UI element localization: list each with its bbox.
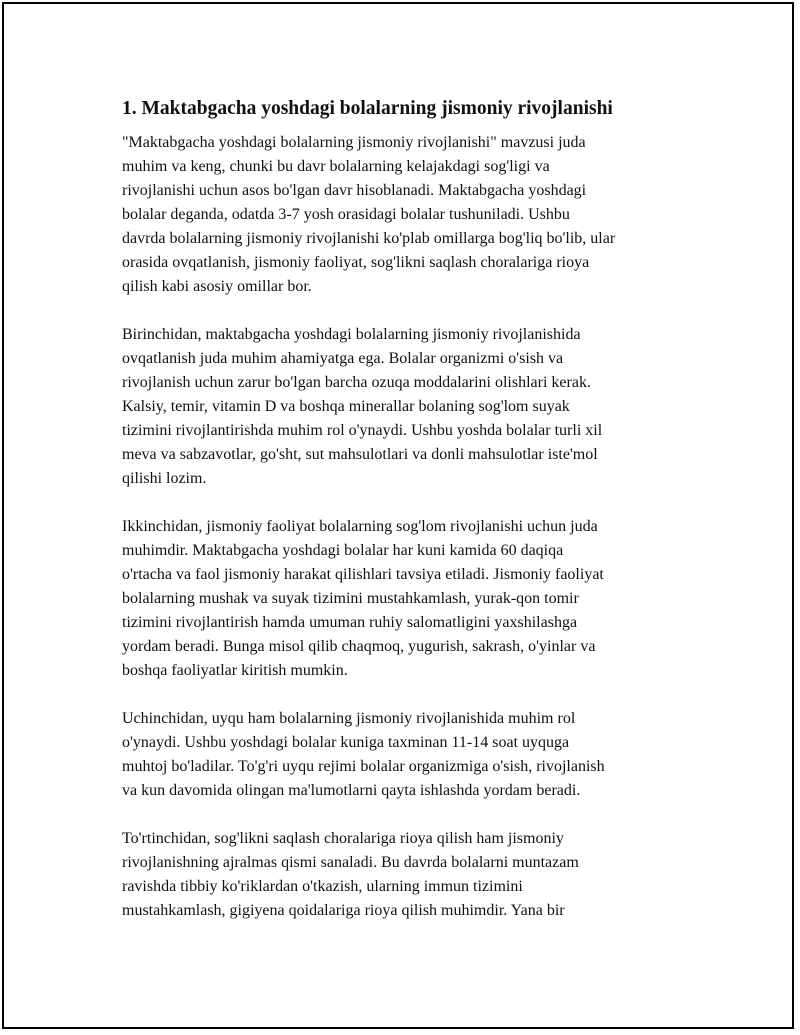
text-line: orasida ovqatlanish, jismoniy faoliyat, sog'likni saqlash choralariga rioya <box>122 254 590 271</box>
text-line: tizimini rivojlantirishda muhim rol o'ynaydi. Ushbu yoshda bolalar turli xil <box>122 422 603 439</box>
text-line: boshqa faoliyatlar kiritish mumkin. <box>122 662 348 679</box>
text-line: To'rtinchidan, sog'likni saqlash choralariga rioya qilish ham jismoniy <box>122 830 564 847</box>
text-line: Uchinchidan, uyqu ham bolalarning jismoniy rivojlanishida muhim rol <box>122 710 576 727</box>
text-line: rivojlanishning ajralmas qismi sanaladi. Bu davrda bolalarni muntazam <box>122 854 579 871</box>
text-line: muhtoj bo'ladilar. To'g'ri uyqu rejimi bolalar organizmiga o'sish, rivojlanish <box>122 758 605 775</box>
text-line: "Maktabgacha yoshdagi bolalarning jismoniy rivojlanishi" mavzusi juda <box>122 134 586 151</box>
text-line: Ikkinchidan, jismoniy faoliyat bolalarning sog'lom rivojlanishi uchun juda <box>122 518 598 535</box>
text-line: muhim va keng, chunki bu davr bolalarning kelajakdagi sog'ligi va <box>122 158 550 175</box>
text-line: yordam beradi. Bunga misol qilib chaqmoq, yugurish, sakrash, o'yinlar va <box>122 638 596 655</box>
text-line: Kalsiy, temir, vitamin D va boshqa minerallar bolaning sog'lom suyak <box>122 398 570 415</box>
text-line: rivojlanishi uchun asos bo'lgan davr hisoblanadi. Maktabgacha yoshdagi <box>122 182 587 199</box>
text-line: rivojlanish uchun zarur bo'lgan barcha ozuqa moddalarini olishlari kerak. <box>122 374 591 391</box>
text-line: ovqatlanish juda muhim ahamiyatga ega. Bolalar organizmi o'sish va <box>122 350 564 367</box>
text-line: muhimdir. Maktabgacha yoshdagi bolalar har kuni kamida 60 daqiqa <box>122 542 564 559</box>
paragraph-intro <box>122 131 688 299</box>
text-line: Birinchidan, maktabgacha yoshdagi bolalarning jismoniy rivojlanishida <box>122 326 581 343</box>
text-line: va kun davomida olingan ma'lumotlarni qayta ishlashda yordam beradi. <box>122 782 581 799</box>
paragraph-health-care <box>122 827 688 923</box>
text-line: mustahkamlash, gigiyena qoidalariga rioya qilish muhimdir. Yana bir <box>122 902 565 919</box>
text-line: o'ynaydi. Ushbu yoshdagi bolalar kuniga taxminan 11-14 soat uyquga <box>122 734 570 751</box>
text-line: qilishi lozim. <box>122 470 207 487</box>
text-line: o'rtacha va faol jismoniy harakat qilishlari tavsiya etiladi. Jismoniy faoliyat <box>122 566 604 583</box>
text-line: tizimini rivojlantirish hamda umuman ruhiy salomatligini yaxshilashga <box>122 614 578 631</box>
section-heading: 1. Maktabgacha yoshdagi bolalarning jismoniy rivojlanishi <box>122 98 613 119</box>
text-line: qilish kabi asosiy omillar bor. <box>122 278 312 295</box>
document-body <box>122 96 688 947</box>
text-line: meva va sabzavotlar, go'sht, sut mahsulotlari va donli mahsulotlar iste'mol <box>122 446 598 463</box>
page-frame <box>2 2 794 1029</box>
text-line: bolalar deganda, odatda 3-7 yosh orasidagi bolalar tushuniladi. Ushbu <box>122 206 570 223</box>
paragraph-physical-activity <box>122 515 688 683</box>
text-line: ravishda tibbiy ko'riklardan o'tkazish, ularning immun tizimini <box>122 878 523 895</box>
text-line: bolalarning mushak va suyak tizimini mustahkamlash, yurak-qon tomir <box>122 590 579 607</box>
paragraph-nutrition <box>122 323 688 491</box>
text-line: davrda bolalarning jismoniy rivojlanishi ko'plab omillarga bog'liq bo'lib, ular <box>122 230 616 247</box>
paragraph-sleep <box>122 707 688 803</box>
